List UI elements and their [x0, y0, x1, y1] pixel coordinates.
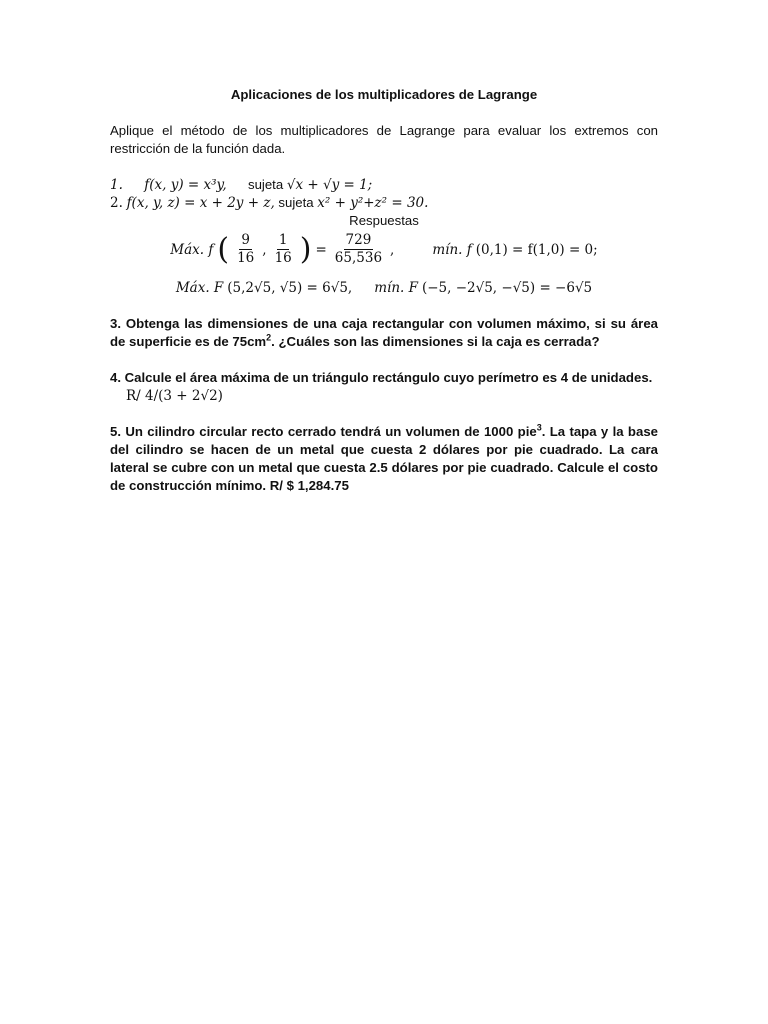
exercise-2-constraint-label: sujeta [278, 195, 314, 210]
exercise-2 [110, 194, 658, 212]
question-3-text-a: 3. Obtenga las dimensiones de una caja rectangular con volumen máximo, si su área de superficie es de [110, 316, 658, 349]
answers-heading: Respuestas [349, 213, 419, 228]
answer-1-max-label: Máx. f [170, 241, 214, 258]
question-4-answer: R/ 4/(3 + 2√2) [126, 388, 223, 404]
answer-1-min-label: mín. f [432, 241, 472, 258]
answer-1-max-point-y: $\frac{1}{16}$ [274, 232, 292, 266]
answer-1-min-text: (0,1) = f(1,0) = 0; [475, 241, 598, 258]
question-3-text-b: . ¿Cuáles son las dimensiones si la caja es cerrada? [271, 334, 600, 349]
exercise-1-constraint-label: sujeta [247, 177, 284, 192]
question-4: 4. Calcule el área máxima de un triángulo rectángulo cuyo perímetro es 4 de unidades. [110, 370, 653, 385]
document-title: Aplicaciones de los multiplicadores de Lagrange [230, 87, 538, 102]
exercise-1-constraint: √x + √y = 1; [286, 177, 373, 193]
exercise-2-function: f(x, y, z) = x + 2y + z, [126, 195, 275, 211]
question-3 [110, 315, 658, 351]
document-page [110, 86, 658, 495]
exercise-1-function: f(x, y) = x³y, [144, 177, 227, 193]
question-5 [110, 423, 658, 495]
answer-2-max-text: (5,2√5, √5) = 6√5, [227, 280, 353, 296]
question-3-unit: 75cm [232, 334, 267, 349]
answer-2-min-text: (−5, −2√5, −√5) = −6√5 [421, 280, 593, 296]
question-5-text-b: . La tapa y la base del cilindro se hacen de un metal que cuesta 2 dólares por pie cuadrado. La cara lateral se cubre con un metal que cuesta 2.5 dólares por pie cuadrado. Calcule el costo de construcción mínimo. R/ $ 1,284.75 [110, 424, 658, 493]
answer-1: Máx. f ( $\frac{9}{16}$ , $\frac{1}{16}$ ) = $\frac{729}{65,536}$ , mín. f (0,1) = f(1,0) = 0; [170, 231, 598, 267]
answer-1-max-value: $\frac{729}{65,536}$ [334, 232, 383, 266]
answer-1-max-point-x: $\frac{9}{16}$ [237, 232, 255, 266]
exercise-2-number: 2. [110, 195, 123, 211]
question-5-unit-exponent: 3 [536, 422, 542, 433]
answer-2-max-label: Máx. F [175, 280, 224, 296]
exercise-2-constraint: x² + y²+z² = 30. [317, 195, 429, 211]
exercise-1 [110, 176, 658, 194]
instructions-paragraph: Aplique el método de los multiplicadores de Lagrange para evaluar los extremos con restricción de la función dada. [110, 123, 658, 156]
question-5-text-a: 5. Un cilindro circular recto cerrado tendrá un volumen de 1000 pie [110, 424, 537, 439]
answer-2 [110, 279, 658, 297]
exercise-1-number: 1. [110, 177, 123, 193]
answer-2-min-label: mín. F [374, 280, 418, 296]
question-3-unit-exponent: 2 [266, 332, 272, 343]
